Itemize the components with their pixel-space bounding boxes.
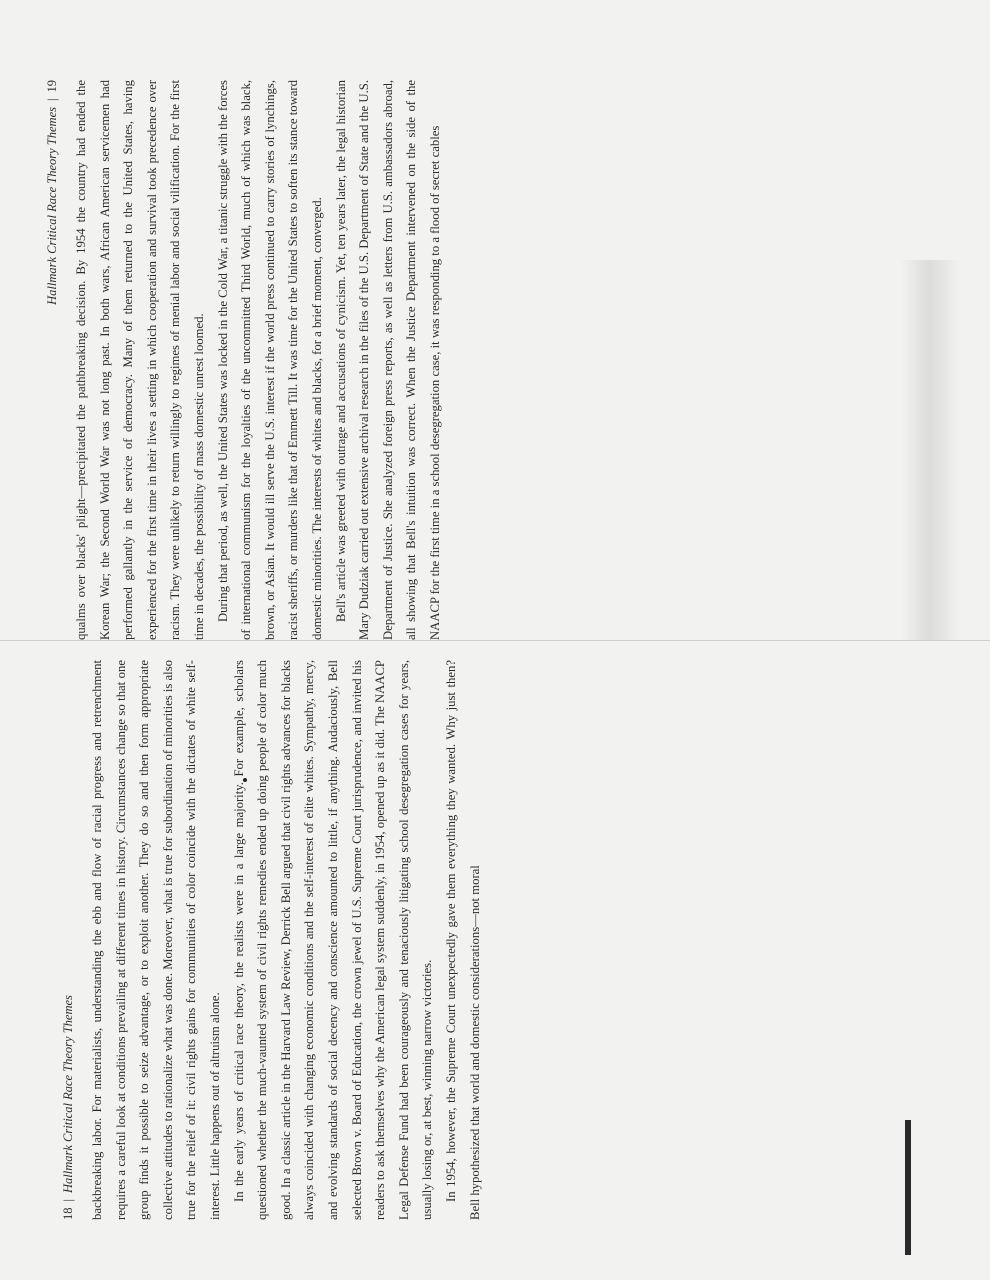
page-gutter xyxy=(0,640,990,641)
right-page-number: 19 xyxy=(45,80,59,93)
right-paragraph-1: qualms over blacks' plight—precipitated the pathbreaking decision. By 1954 the country had ended the Korean War; the Second World War was not long past. In both wars, African American servicemen had performed gallantly in the service of democracy. Many of them returned to the United States, having experienced for the first time in their lives a setting in which cooperation and survival took precedence over racism. They were unlikely to return willingly to regimes of menial labor and social vilification. For the first time in decades, the possibility of mass domestic unrest loomed. xyxy=(74,80,206,640)
right-body-text xyxy=(70,80,448,640)
left-body-text xyxy=(86,660,487,1220)
left-head-separator: | xyxy=(61,1198,75,1202)
left-head-title: Hallmark Critical Race Theory Themes xyxy=(61,995,75,1193)
right-head-title: Hallmark Critical Race Theory Themes xyxy=(45,107,59,305)
right-paragraph-2: During that period, as well, the United States was locked in the Cold War, a titanic struggle with the forces of international communism for the loyalties of the uncommitted Third World, much of which was black, brown, or Asian. It would ill serve the U.S. interest if the world press continued to carry stories of lynchings, racist sheriffs, or murders like that of Emmett Till. It was time for the United States to soften its stance toward domestic minorities. The interests of whites and blacks, for a brief moment, converged. xyxy=(215,80,324,640)
left-page xyxy=(58,660,482,1220)
left-page-number: 18 xyxy=(61,1207,75,1220)
right-page xyxy=(42,80,642,640)
right-paragraph-3: Bell's article was greeted with outrage and accusations of cynicism. Yet, ten years later, the legal historian Mary Dudziak carried out extensive archival research in the files of the U.S. Department of State and the U.S. Department of Justice. She analyzed foreign press reports, as well as letters from U.S. ambassadors abroad, all showing that Bell's intuition was correct. When the Justice Department intervened on the side of the NAACP for the first time in a school desegregation case, it was responding to a flood of secret cables xyxy=(333,80,442,640)
left-paragraph-1: backbreaking labor. For materialists, understanding the ebb and flow of racial progress and retrenchment requires a careful look at conditions prevailing at different times in history. Circumstances change so that one group finds it possible to seize advantage, or to exploit another. They do so and then form appropriate collective attitudes to rationalize what was done. Moreover, what is true for subordination of minorities is also true for the relief of it: civil rights gains for communities of color coincide with the dictates of white self-interest. Little happens out of altruism alone. xyxy=(90,660,222,1220)
left-paragraph-2: In the early years of critical race theory, the realists were in a large majority. For example, scholars questioned whether the much-vaunted system of civil rights remedies ended up doing people of color much good. In a classic article in the Harvard Law Review, Derrick Bell argued that civil rights advances for blacks always coincided with changing economic conditions and the self-interest of elite whites. Sympathy, mercy, and evolving standards of social decency and conscience amounted to little, if anything. Audaciously, Bell selected Brown v. Board of Education, the crown jewel of U.S. Supreme Court jurisprudence, and invited his readers to ask themselves why the American legal system suddenly, in 1954, opened up as it did. The NAACP Legal Defense Fund had been courageously and tenaciously litigating school desegregation cases for years, usually losing or, at best, winning narrow victories. xyxy=(231,660,435,1220)
left-running-head xyxy=(58,660,86,1220)
scan-edge-mark xyxy=(905,1120,911,1255)
scan-shadow xyxy=(900,260,960,640)
right-head-separator: | xyxy=(45,98,59,102)
right-running-head xyxy=(42,80,70,640)
left-paragraph-3: In 1954, however, the Supreme Court unexpectedly gave them everything they wanted. Why just then? Bell hypothesized that world and domestic considerations—not moral xyxy=(443,660,482,1220)
